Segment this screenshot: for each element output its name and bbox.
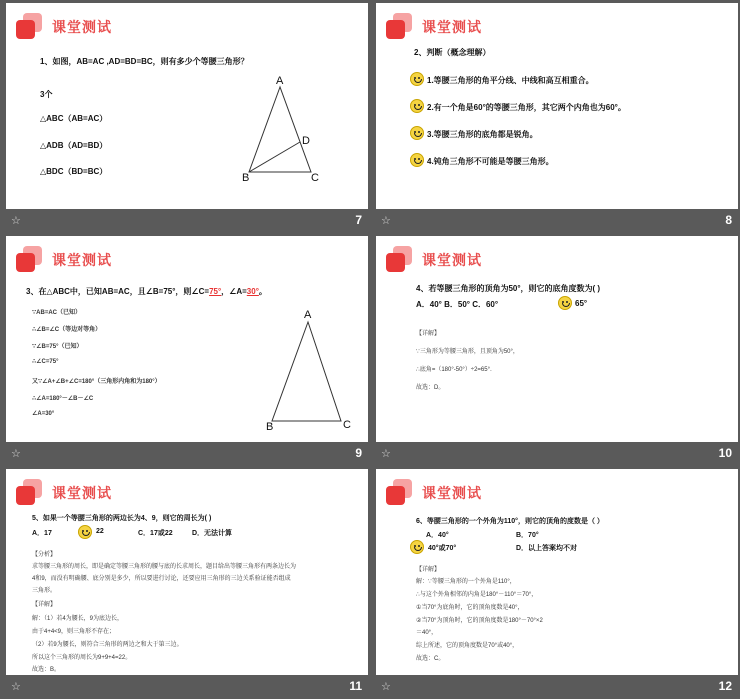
smiley-icon	[410, 153, 424, 167]
explain-heading: 【详解】	[416, 567, 441, 573]
vertex-label: D	[302, 135, 310, 147]
star-icon[interactable]: ☆	[381, 681, 391, 693]
logo-icon	[386, 246, 412, 272]
answer-blank: 75°	[209, 287, 222, 296]
slide-number: 10	[718, 446, 732, 460]
option-a: A．40°	[426, 532, 449, 539]
slide-canvas	[6, 3, 368, 209]
option-a: A．17	[32, 530, 52, 537]
slide-thumb-10[interactable]	[376, 236, 738, 466]
option-b: 22	[96, 528, 104, 535]
solution-line: ∵AB=AC（已知）	[32, 310, 82, 316]
slide-number: 7	[355, 213, 362, 227]
smiley-icon	[410, 126, 424, 140]
slide-number: 8	[725, 213, 732, 227]
explain-line: ②当70°为顶角时，它的顶角度数是180°－70°×2	[416, 618, 543, 624]
question-text: 6、等腰三角形的一个外角为110°，则它的顶角的度数是（ ）	[416, 518, 604, 525]
vertex-label: A	[304, 309, 312, 321]
explain-line: 综上所述，它的顶角度数是70°或40°，	[416, 643, 519, 649]
question-text: 2、判断（概念理解）	[414, 48, 491, 57]
explain-line: 故选：B。	[32, 667, 61, 673]
star-icon[interactable]: ☆	[381, 448, 391, 460]
slide-footer	[376, 675, 738, 699]
slide-canvas	[376, 3, 738, 209]
answer-line: △BDC（BD=BC）	[40, 167, 108, 176]
triangle-figure	[6, 236, 368, 442]
explain-heading: 【分析】	[32, 552, 57, 558]
option-d: D．无法计算	[192, 530, 233, 537]
explain-line: 所以这个三角形的周长为9+9+4=22。	[32, 655, 132, 661]
option-d: 65°	[575, 299, 588, 308]
star-icon[interactable]: ☆	[11, 448, 21, 460]
slide-thumb-7[interactable]	[6, 3, 368, 233]
slide-title: 课堂测试	[52, 485, 112, 501]
smiley-icon	[558, 296, 572, 310]
explain-line: 由于4+4<9，则三角形不存在；	[32, 629, 116, 635]
vertex-label: C	[311, 172, 319, 184]
explain-heading: 【详解】	[32, 602, 57, 608]
explain-line: ∴与这个外角相邻的内角是180°－110°＝70°，	[416, 592, 538, 598]
solution-line: ∵∠B=75°（已知）	[32, 344, 83, 350]
slide-thumb-8[interactable]	[376, 3, 738, 233]
solution-line: 又∵∠A+∠B+∠C=180°（三角形内角和为180°）	[32, 379, 161, 385]
explain-line: 解：（1）若4为腰长，9为底边长，	[32, 616, 124, 622]
slide-footer	[376, 209, 738, 233]
star-icon[interactable]: ☆	[381, 215, 391, 227]
smiley-icon	[410, 540, 424, 554]
slide-footer	[6, 675, 368, 699]
slide-canvas	[6, 469, 368, 675]
slide-canvas	[376, 469, 738, 675]
explain-line: ①当70°为底角时，它的顶角度数是40°，	[416, 605, 524, 611]
statement-item: 3.等腰三角形的底角都是锐角。	[427, 130, 538, 139]
vertex-label: B	[242, 172, 250, 184]
smiley-icon	[78, 525, 92, 539]
explain-line: 4和9，而没有明确腰、底分别是多少，所以要进行讨论，还要应用三角形的三边关系验证能否组成	[32, 576, 291, 582]
question-text: 4、若等腰三角形的顶角为50°，则它的底角度数为( )	[416, 284, 601, 293]
question-text: 3、在△ABC中，已知AB=AC，且∠B=75°，则∠C=	[26, 287, 210, 296]
options-text: A．40° B．50° C．60°	[416, 300, 499, 309]
slide-footer	[376, 442, 738, 466]
solution-line: ∠A=30°	[32, 411, 55, 417]
slide-thumb-12[interactable]	[376, 469, 738, 699]
statement-item: 4.钝角三角形不可能是等腰三角形。	[427, 157, 554, 166]
explain-line: 求等腰三角形的周长，即是确定等腰三角形的腰与底的长求周长，题目给出等腰三角形有两条边长为	[32, 564, 297, 570]
answer-line: 3个	[40, 90, 53, 99]
slide-title: 课堂测试	[422, 252, 482, 268]
question-text: 。	[258, 287, 267, 296]
option-c: C．17或22	[138, 530, 173, 537]
explain-line: 故选：C。	[416, 656, 445, 662]
vertex-label: A	[276, 75, 284, 87]
star-icon[interactable]: ☆	[11, 215, 21, 227]
logo-icon	[386, 13, 412, 39]
slide-title: 课堂测试	[422, 485, 482, 501]
slide-thumb-9[interactable]	[6, 236, 368, 466]
answer-blank: 30°	[246, 287, 259, 296]
explain-heading: 【详解】	[416, 331, 441, 337]
solution-line: ∴∠B=∠C（等边对等角）	[32, 327, 102, 333]
slide-number: 9	[355, 446, 362, 460]
logo-icon	[386, 479, 412, 505]
solution-line: ∴∠A=180°－∠B－∠C	[32, 396, 94, 402]
question-text: 5、如果一个等腰三角形的两边长为4、9，则它的周长为( )	[32, 515, 212, 522]
smiley-icon	[410, 99, 424, 113]
statement-item: 1.等腰三角形的角平分线、中线和高互相重合。	[427, 76, 594, 85]
star-icon[interactable]: ☆	[11, 681, 21, 693]
answer-line: △ADB（AD=BD）	[40, 141, 108, 150]
question-text: ，∠A=	[221, 287, 247, 296]
explain-line: ＝40°，	[416, 630, 438, 636]
answer-line: △ABC（AB=AC）	[40, 114, 108, 123]
solution-line: ∴∠C=75°	[32, 359, 59, 365]
option-b: B．70°	[516, 532, 539, 539]
slide-number: 11	[349, 679, 362, 693]
slide-thumb-11[interactable]	[6, 469, 368, 699]
explain-line: ∵三角形为等腰三角形，且顶角为50°，	[416, 349, 519, 355]
slide-footer	[6, 442, 368, 466]
slide-canvas	[376, 236, 738, 442]
statement-item: 2.有一个角是60°的等腰三角形，其它两个内角也为60°。	[427, 103, 626, 112]
question-text: 1、如图，AB=AC ,AD=BD=BC，则有多少个等腰三角形？	[40, 57, 249, 66]
vertex-label: C	[343, 419, 351, 431]
slide-number: 12	[718, 679, 732, 693]
explain-line: 解：∵等腰三角形的一个外角是110°，	[416, 579, 516, 585]
slide-title: 课堂测试	[52, 19, 112, 35]
explain-line: 故选：D。	[416, 385, 445, 391]
slide-title: 课堂测试	[52, 252, 112, 268]
explain-line: （2）若9为腰长，则符合三角形的两边之和大于第三边。	[32, 642, 183, 648]
smiley-icon	[410, 72, 424, 86]
option-c: 40°或70°	[428, 545, 457, 552]
slide-title: 课堂测试	[422, 19, 482, 35]
vertex-label: B	[266, 421, 274, 433]
slide-canvas	[6, 236, 368, 442]
explain-line: ∴底角=（180°-50°）÷2=65°．	[416, 367, 497, 373]
logo-icon	[16, 479, 42, 505]
explain-line: 三角形。	[32, 588, 57, 594]
slide-footer	[6, 209, 368, 233]
option-d: D．以上答案均不对	[516, 545, 578, 552]
